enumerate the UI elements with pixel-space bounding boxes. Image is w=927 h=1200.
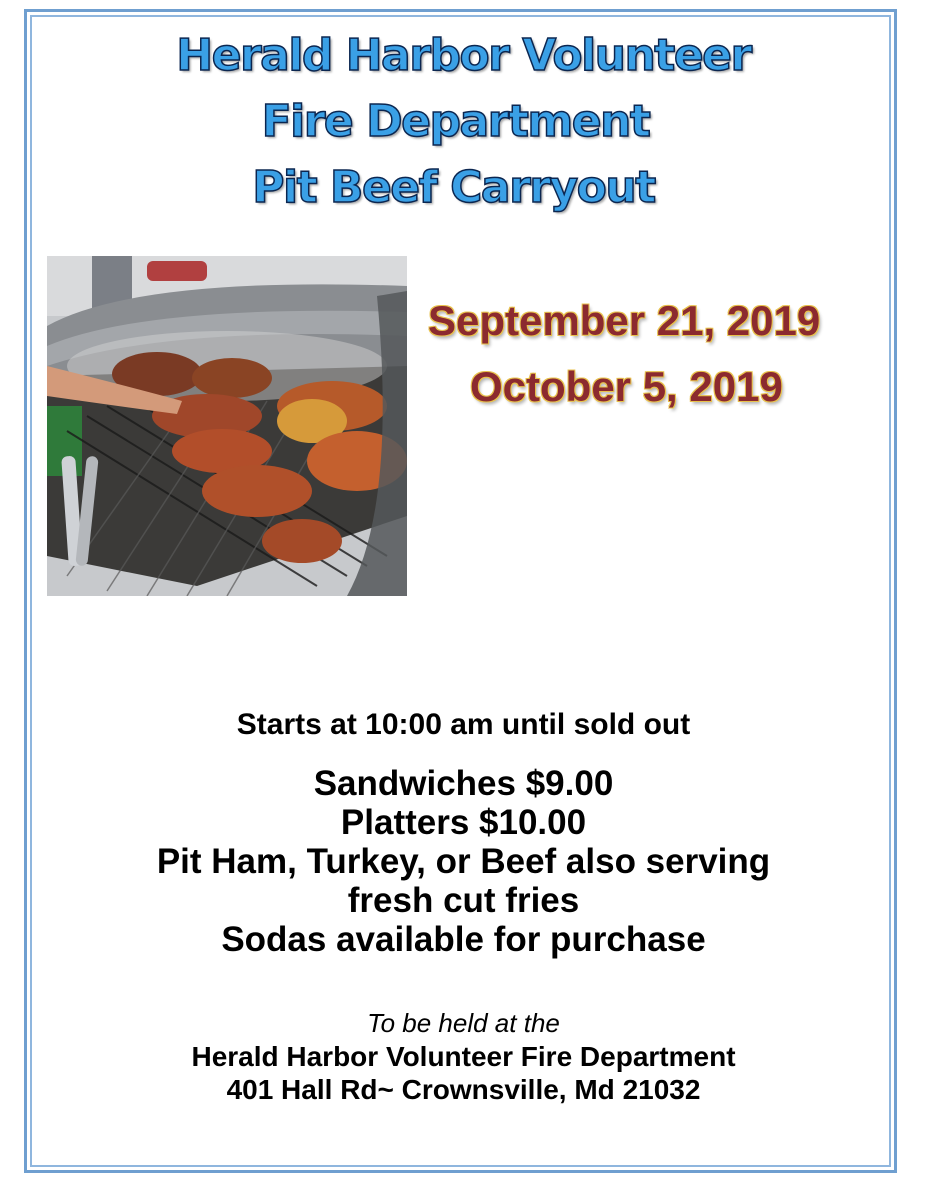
menu-item: Sandwiches $9.00	[313, 764, 614, 803]
event-date-1: September 21, 2019	[428, 297, 821, 344]
menu-item: Sodas available for purchase	[221, 920, 706, 959]
event-date-2: October 5, 2019	[470, 363, 783, 410]
title-line-3: Pit Beef Carryout	[252, 162, 655, 213]
menu-list	[0, 764, 927, 959]
venue-name: Herald Harbor Volunteer Fire Department	[191, 1041, 736, 1072]
meat-on-grill-photo	[47, 256, 407, 596]
venue-address: 401 Hall Rd~ Crownsville, Md 21032	[226, 1074, 701, 1105]
hours-text: Starts at 10:00 am until sold out	[236, 708, 691, 741]
title-line-1: Herald Harbor Volunteer	[176, 30, 751, 81]
title-line-2: Fire Department	[261, 96, 650, 147]
menu-item: Platters $10.00	[340, 803, 587, 842]
menu-item: fresh cut fries	[347, 881, 580, 920]
location-block	[0, 1040, 927, 1106]
menu-item: Pit Ham, Turkey, or Beef also serving	[156, 842, 771, 881]
location-intro: To be held at the	[367, 1008, 560, 1038]
